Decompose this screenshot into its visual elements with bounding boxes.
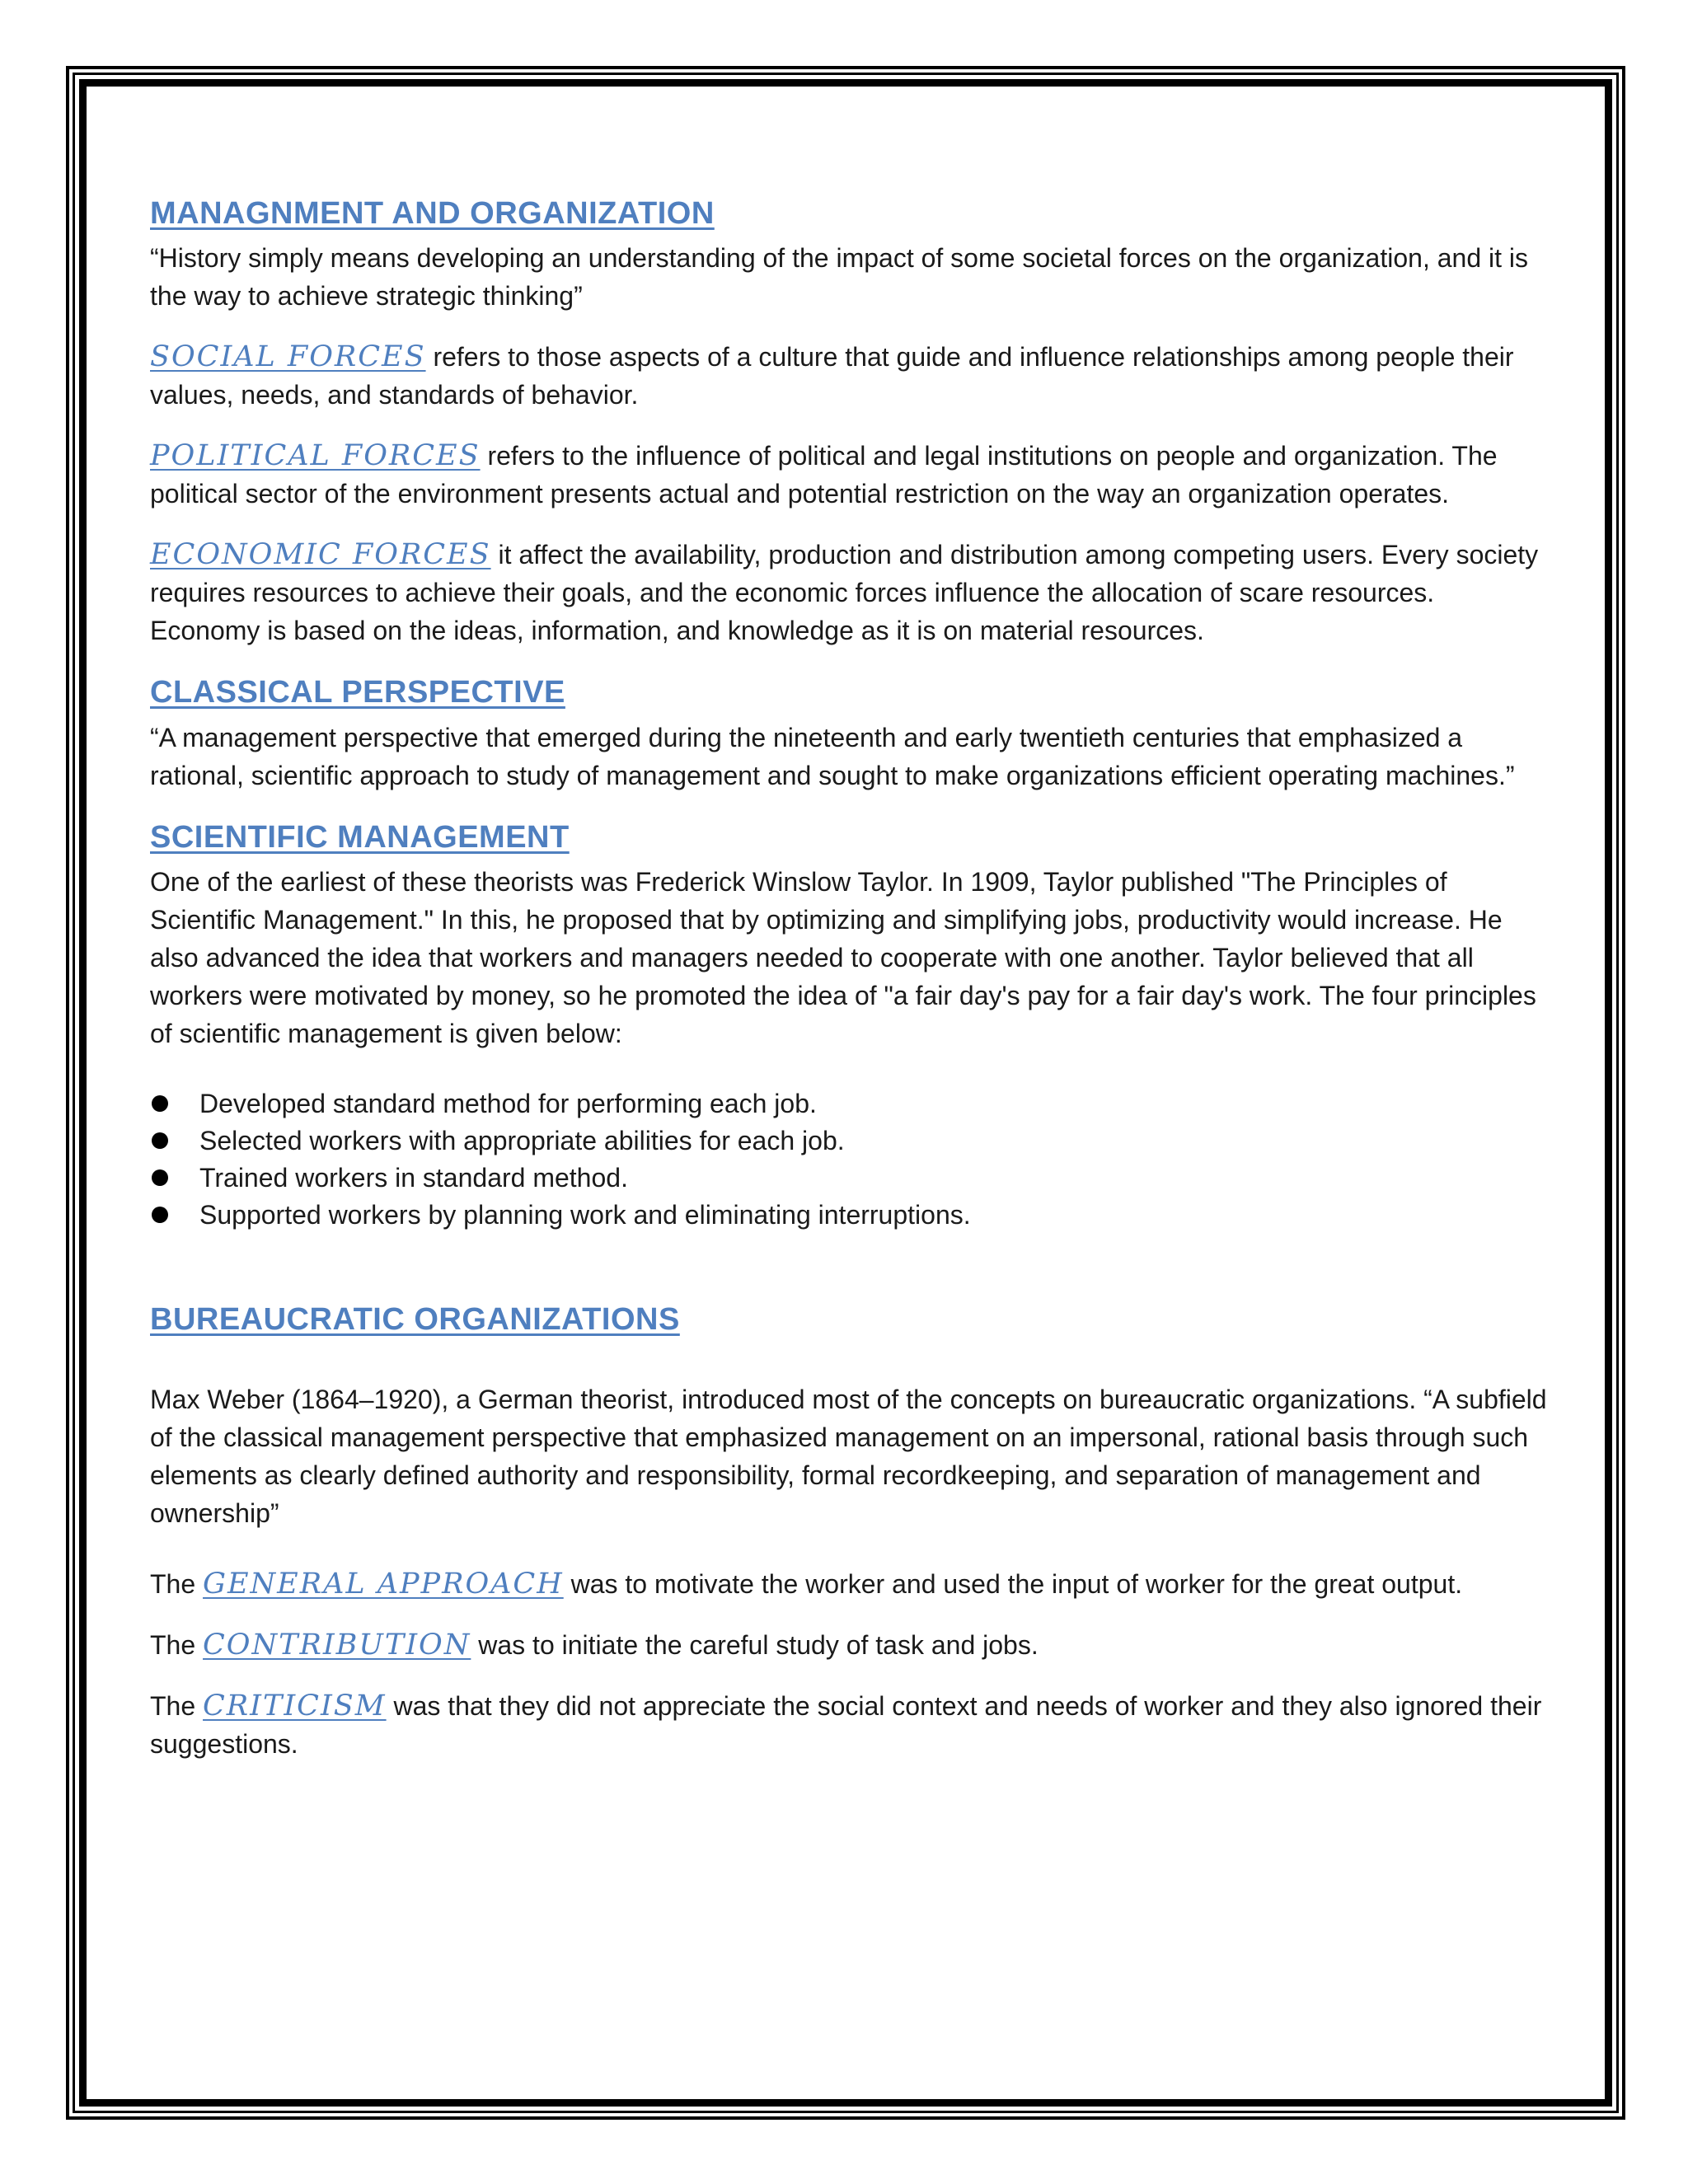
document-body — [150, 194, 1551, 1763]
heading-scientific-management: SCIENTIFIC MANAGEMENT — [150, 819, 570, 855]
history-quote: “History simply means developing an understanding of the impact of some societal forces on the organization, and it is the way to achieve strategic thinking” — [150, 243, 1528, 312]
contribution-term: CONTRIBUTION — [203, 1628, 471, 1661]
criticism-term: CRITICISM — [203, 1689, 387, 1722]
criticism-paragraph: The CRITICISM was that they did not appreciate the social context and needs of worker and they also ignored their suggestions. — [150, 1689, 1542, 1759]
economic-forces-term: ECONOMIC FORCES — [150, 538, 491, 572]
political-forces-term: POLITICAL FORCES — [150, 439, 481, 473]
economic-forces-text: it affect the availability, production and distribution among competing users. Every society requires resources to achieve their goals, and the economic forces influence the allocation of scare resources. Economy is based on the ideas, information, and knowledge as it is on material resources. — [150, 540, 1539, 646]
list-item: Supported workers by planning work and eliminating interruptions. — [150, 1197, 1551, 1234]
social-forces-text: refers to those aspects of a culture that guide and influence relationships among people their values, needs, and standards of behavior. — [150, 342, 1514, 410]
bureaucratic-text: Max Weber (1864–1920), a German theorist, introduced most of the concepts on bureaucratic organizations. “A subfield of the classical management perspective that emphasized management on an impersonal, rational basis through such elements as clearly defined authority and responsibility, formal recordkeeping, and separation of management and ownership” — [150, 1384, 1547, 1528]
bullet-icon — [152, 1095, 168, 1112]
principles-list — [150, 1085, 1551, 1234]
bullet-icon — [152, 1207, 168, 1223]
scientific-management-text: One of the earliest of these theorists was Frederick Winslow Taylor. In 1909, Taylor published "The Principles of Scientific Management." In this, he proposed that by optimizing and simplifying jobs, productivity would increase. He also advanced the idea that workers and managers needed to cooperate with one another. Taylor believed that all workers were motivated by money, so he promoted the idea of "a fair day's pay for a fair day's work. The four principles of scientific management is given below: — [150, 867, 1536, 1049]
general-approach-paragraph: The GENERAL APPROACH was to motivate the worker and used the input of worker for the great output. — [150, 1567, 1463, 1601]
political-forces-text: refers to the influence of political and legal institutions on people and organization. The political sector of the environment presents actual and potential restriction on the way an organization operates. — [150, 441, 1498, 509]
heading-management-organization: MANAGNMENT AND ORGANIZATION — [150, 196, 715, 231]
political-forces-paragraph — [150, 437, 1551, 513]
bullet-icon — [152, 1169, 168, 1186]
contribution-text: was to initiate the careful study of task and jobs. — [471, 1629, 1039, 1660]
list-item: Selected workers with appropriate abilities for each job. — [150, 1122, 1551, 1160]
heading-bureaucratic-organizations: BUREAUCRATIC ORGANIZATIONS — [150, 1302, 680, 1338]
general-approach-text: was to motivate the worker and used the input of worker for the great output. — [563, 1568, 1463, 1599]
general-approach-term: GENERAL APPROACH — [203, 1567, 564, 1601]
list-item: Trained workers in standard method. — [150, 1160, 1551, 1197]
economic-forces-paragraph — [150, 536, 1551, 649]
classical-quote: “A management perspective that emerged during the nineteenth and early twentieth centuries that emphasized a rational, scientific approach to study of management and sought to make organizations efficient operating machines.” — [150, 722, 1515, 790]
criticism-text: was that they did not appreciate the social context and needs of worker and they also ignored their suggestions. — [150, 1690, 1542, 1759]
heading-classical-perspective: CLASSICAL PERSPECTIVE — [150, 675, 565, 710]
social-forces-paragraph — [150, 338, 1551, 414]
contribution-paragraph: The CONTRIBUTION was to initiate the careful study of task and jobs. — [150, 1628, 1039, 1661]
social-forces-term: SOCIAL FORCES — [150, 340, 426, 374]
list-item: Developed standard method for performing each job. — [150, 1085, 1551, 1122]
bullet-icon — [152, 1132, 168, 1149]
